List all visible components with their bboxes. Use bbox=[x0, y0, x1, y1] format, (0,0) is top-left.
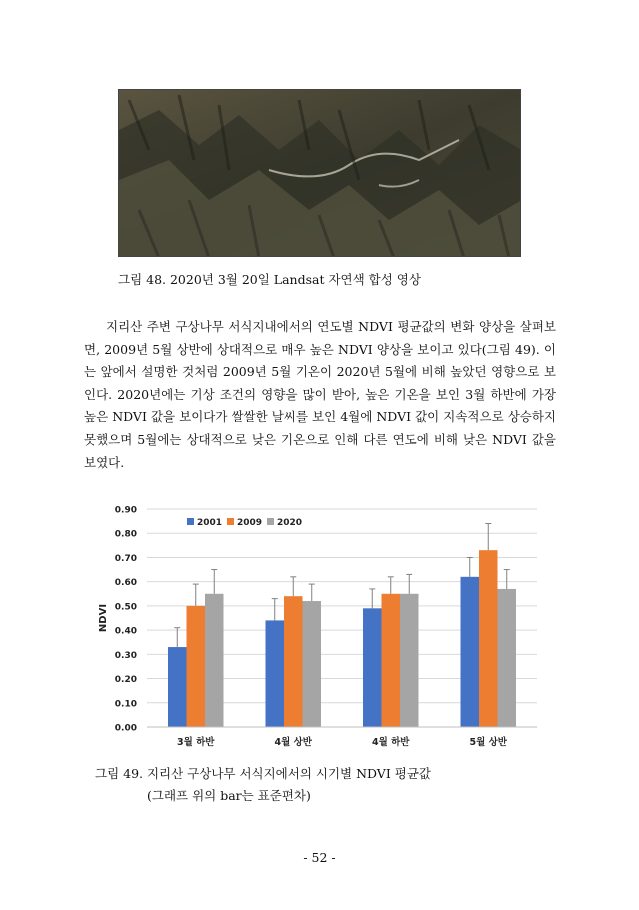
y-tick-label: 0.70 bbox=[114, 553, 137, 564]
satellite-terrain-graphic bbox=[119, 90, 521, 257]
body-paragraph-text: 지리산 주변 구상나무 서식지내에서의 연도별 NDVI 평균값의 변화 양상을 살펴보면, 2009년 5월 상반에 상대적으로 매우 높은 NDVI 양상을 보이고 있다(그림 49). 이는 앞에서 설명한 것처럼 2009년 5월 기온이 2020년 5월에 비해 높았던 영향으로 보인다. 2020년에는 기상 조건의 영향을 많이 받아, 높은 기온을 보인 3월 하반에 가장 높은 NDVI 값을 보이다가 쌀쌀한 날씨를 보인 4월에 NDVI 값이 지속적으로 상승하지 못했으며 5월에는 상대적으로 낮은 기온으로 인해 다른 연도에 비해 낮은 NDVI 값을 보였다. bbox=[84, 319, 556, 470]
figure-49-caption: 그림 49. 지리산 구상나무 서식지에서의 시기별 NDVI 평균값 bbox=[95, 766, 431, 781]
y-tick-label: 0.20 bbox=[114, 675, 137, 686]
y-axis-label: NDVI bbox=[98, 603, 109, 633]
y-tick-label: 0.80 bbox=[114, 529, 137, 540]
bar-2009 bbox=[187, 606, 206, 727]
bar-2001 bbox=[461, 577, 480, 727]
y-tick-label: 0.60 bbox=[114, 578, 137, 589]
legend-swatch-2020 bbox=[267, 518, 274, 525]
x-tick-label: 3월 하반 bbox=[177, 737, 215, 748]
y-tick-label: 0.10 bbox=[114, 699, 137, 710]
bar-2009 bbox=[479, 550, 498, 727]
bar-2020 bbox=[205, 594, 224, 727]
x-tick-label: 4월 상반 bbox=[274, 737, 312, 748]
page-number: - 52 - bbox=[303, 850, 336, 865]
bar-2001 bbox=[266, 620, 285, 727]
x-tick-label: 5월 상반 bbox=[469, 737, 507, 748]
bar-2020 bbox=[400, 594, 419, 727]
ndvi-bar-chart bbox=[92, 497, 542, 753]
legend-swatch-2001 bbox=[187, 518, 194, 525]
ndvi-chart-svg bbox=[92, 497, 542, 753]
bar-2001 bbox=[363, 608, 382, 727]
bar-2020 bbox=[303, 601, 322, 727]
bar-2020 bbox=[498, 589, 517, 727]
body-paragraph bbox=[84, 316, 556, 474]
bar-2009 bbox=[284, 596, 303, 727]
bar-2001 bbox=[168, 647, 187, 727]
y-tick-label: 0.40 bbox=[114, 626, 137, 637]
bar-2009 bbox=[382, 594, 401, 727]
legend-swatch-2009 bbox=[227, 518, 234, 525]
y-tick-label: 0.50 bbox=[114, 602, 137, 613]
legend-label-2001: 2001 bbox=[197, 518, 223, 528]
figure-48-caption: 그림 48. 2020년 3월 20일 Landsat 자연색 합성 영상 bbox=[118, 272, 421, 287]
x-tick-label: 4월 하반 bbox=[372, 737, 410, 748]
y-tick-label: 0.90 bbox=[114, 505, 137, 516]
legend-label-2009: 2009 bbox=[237, 518, 263, 528]
legend-label-2020: 2020 bbox=[277, 518, 303, 528]
satellite-image bbox=[118, 89, 521, 257]
y-tick-label: 0.00 bbox=[114, 723, 137, 734]
y-tick-label: 0.30 bbox=[114, 650, 137, 661]
figure-49-subcaption: (그래프 위의 bar는 표준편차) bbox=[147, 788, 311, 803]
